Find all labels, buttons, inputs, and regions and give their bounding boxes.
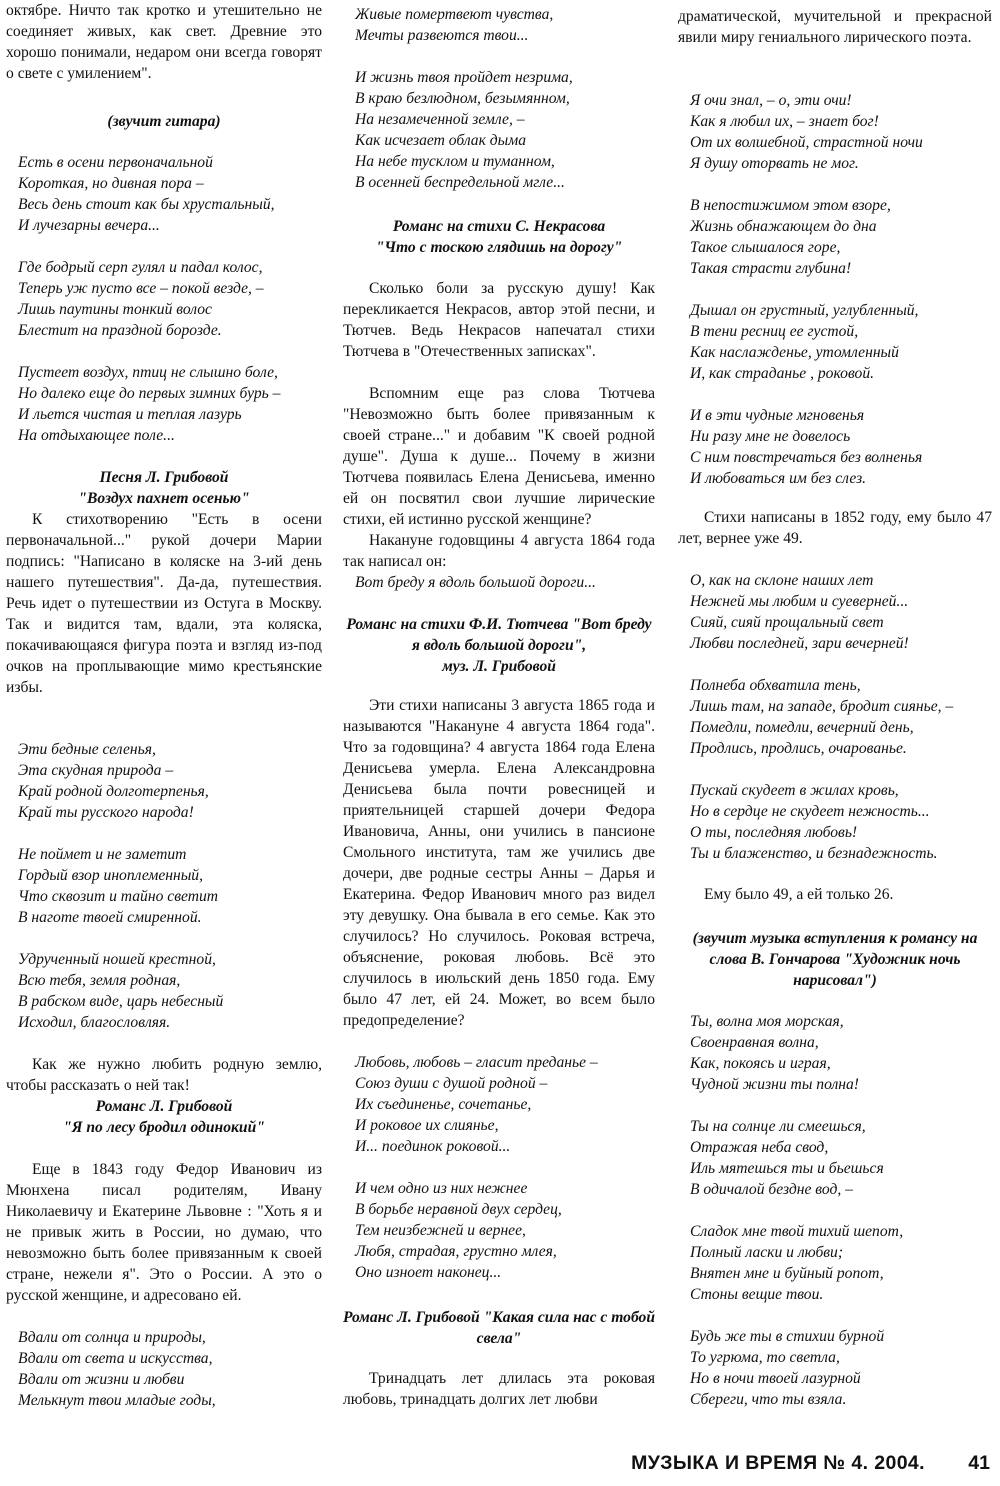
verse-stanza: Есть в осени первоначальной Короткая, но дивная пора – Весь день стоит как бы хрустальный, И лучезарны вечера... [18,154,275,234]
journal-title: МУЗЫКА И ВРЕМЯ № 4. 2004. [631,1452,925,1474]
section-heading: Романс на стихи С. Некрасова "Что с тоскою глядишь на дорогу" [375,218,623,256]
verse-stanza: И чем одно из них нежнее В борьбе неравной двух сердец, Тем неизбежней и вернее, Любя, страдая, грустно млея, Оно изноет наконец... [355,1180,562,1281]
verse-stanza: Живые помертвеют чувства, Мечты развеются твои... [355,6,554,44]
verse-stanza: Я очи знал, – о, эти очи! Как я любил их, – знает бог! От их волшебной, страстной ночи Я душу оторвать не мог. [690,92,923,172]
verse-stanza: Ты, волна моя морская, Своенравная волна, Как, покоясь и играя, Чудной жизни ты полна! [690,1013,860,1093]
verse-stanza: Где бодрый серп гулял и падал колос, Теперь уж пусто все – покой везде, – Лишь паутины тонкий волос Блестит на праздной борозде. [18,259,264,339]
page-number: 41 [968,1452,990,1474]
paragraph: Тринадцать лет длилась эта роковая любовь, тринадцать долгих лет любви [343,1370,655,1408]
verse-stanza: Не поймет и не заметит Гордый взор иноплеменный, Что сквозит и тайно светит В наготе твоей смиренной. [18,846,219,926]
verse-stanza: Пустеет воздух, птиц не слышно боле, Но далеко еще до первых зимних бурь – И льется чистая и теплая лазурь На отдыхающее поле... [18,364,281,444]
paragraph: К стихотворению "Есть в осени первоначальной..." рукой дочери Марии подпись: "Написано в коляске на 3-ий день нашего путешествия". Да-да, путешествия. Речь идет о путешествии из Остуга в Москву. Так и видится там, вдали, эта коляска, покачивающаяся фигура поэта и взгляд из-под очков на проплывающие мимо крестьянские избы. [6,511,322,696]
verse-stanza: Вот бреду я вдоль большой дороги... [355,574,596,591]
verse-stanza: Дышал он грустный, углубленный, В тени ресниц ее густой, Как наслажденье, утомленный И, как страданье , роковой. [690,302,919,382]
paragraph: Ему было 49, а ей только 26. [704,886,894,903]
section-heading: (звучит музыка вступления к романсу на слова В. Гончарова "Художник ночь нарисовал") [692,930,978,989]
verse-stanza: В непостижимом этом взоре, Жизнь обнажающем до дна Такое слышалося горе, Такая страсти глубина! [690,197,891,277]
paragraph: Еще в 1843 году Федор Иванович из Мюнхена писал родителям, Ивану Николаевичу и Екатерине Львовне : "Хоть я и не привык жить в России, но думаю, что невозможно быть более привязанным к своей стране, нежели я". Это о России. А это о русской женщине, и адресовано ей. [6,1161,322,1304]
verse-stanza: О, как на склоне наших лет Нежней мы любим и суеверней... Сияй, сияй прощальный свет Любви последней, зари вечерней! [690,572,909,652]
verse-stanza: Вдали от солнца и природы, Вдали от света и искусства, Вдали от жизни и любви Мелькнут твои младые годы, [18,1329,216,1409]
verse-stanza: Полнеба обхватила тень, Лишь там, на западе, бродит сиянье, – Помедли, помедли, вечерний день, Продлись, продлись, очарованье. [690,677,954,757]
section-heading: Песня Л. Грибовой "Воздух пахнет осенью" [78,469,250,507]
paragraph: Накануне годовщины 4 августа 1864 года так написал он: [343,532,655,570]
paragraph: Вспомним еще раз слова Тютчева "Невозможно быть более привязанным к своей стране..." и добавим "К своей родной душе". Душа к душе... Почему в жизни Тютчева появилась Елена Денисьева, именно ей он посвятил свои лучшие лирические стихи, ей истинно русской женщине? [343,385,655,528]
section-heading: (звучит гитара) [107,113,221,130]
paragraph: Как же нужно любить родную землю, чтобы рассказать о ней так! [6,1056,322,1094]
verse-stanza: И жизнь твоя пройдет незрима, В краю безлюдном, безымянном, На незамеченной земле, – Как исчезает облак дыма На небе тусклом и туманном, В осенней беспредельной мгле... [355,69,573,191]
verse-stanza: Удрученный ношей крестной, Всю тебя, земля родная, В рабском виде, царь небесный Исходил, благословляя. [18,951,224,1031]
page-footer [0,1452,1000,1478]
section-heading: Романс Л. Грибовой "Я по лесу бродил одинокий" [63,1098,265,1136]
verse-stanza: Будь же ты в стихии бурной То угрюма, то светла, Но в ночи твоей лазурной Сбереги, что ты взяла. [690,1328,885,1408]
section-heading: Романс Л. Грибовой "Какая сила нас с тобой свела" [343,1309,655,1347]
verse-stanza: Сладок мне твой тихий шепот, Полный ласки и любви; Внятен мне и буйный ропот, Стоны вещие твои. [690,1223,904,1303]
verse-stanza: Любовь, любовь – гласит преданье – Союз души с душой родной – Их съединенье, сочетанье, И роковое их слиянье, И... поединок роковой... [355,1054,598,1155]
paragraph: октябре. Ничто так кротко и утешительно не соединяет живых, как свет. Древние это хорошо понимали, недаром они всегда говорят о свете с умилением". [6,2,322,82]
verse-stanza: И в эти чудные мгновенья Ни разу мне не довелось С ним повстречаться без волненья И любоваться им без слез. [690,407,923,487]
verse-stanza: Ты на солнце ли смеешься, Отражая неба свод, Иль мятешься ты и бьешься В одичалой бездне вод, – [690,1118,884,1198]
paragraph: драматической, мучительной и прекрасной явили миру гениального лирического поэта. [678,8,992,46]
verse-stanza: Пускай скудеет в жилах кровь, Но в сердце не скудеет нежность... О ты, последняя любовь! Ты и блаженство, и безнадежность. [690,782,938,862]
paragraph: Эти стихи написаны 3 августа 1865 года и называются "Накануне 4 августа 1864 года". Что за годовщина? 4 августа 1864 года Елена Денисьева умерла. Елена Александровна Денисьева была почти ровесницей и приятельницей старшей дочери Федора Ивановича, Анны, они учились в пансионе Смольного института, там же учились две дочери, две родные сестры Анны – Дарья и Екатерина. Федор Иванович много раз видел эту девушку. Она бывала в его семье. Как это случилось? Но случилось. Роковая встреча, объяснение, роковая любовь. Всё это случилось в июльский день 1850 года. Ему было 47 лет, ей 24. Может, во всем было предопределение? [343,697,655,1029]
paragraph: Сколько боли за русскую душу! Как перекликается Некрасов, автор этой песни, и Тютчев. Ведь Некрасов напечатал стихи Тютчева в "Отечественных записках". [343,280,655,360]
paragraph: Стихи написаны в 1852 году, ему было 47 лет, вернее уже 49. [678,509,992,547]
verse-stanza: Эти бедные селенья, Эта скудная природа – Край родной долготерпенья, Край ты русского народа! [18,741,209,821]
section-heading: Романс на стихи Ф.И. Тютчева "Вот бреду я вдоль большой дороги", муз. Л. Грибовой [346,616,652,675]
